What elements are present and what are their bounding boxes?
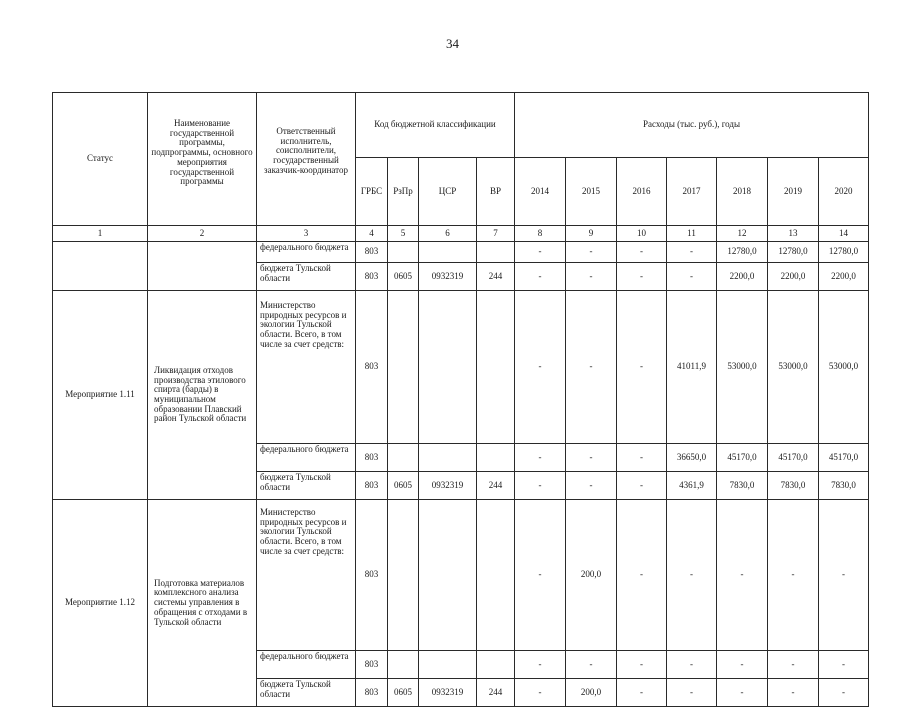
value-cell: 200,0 [566, 679, 617, 707]
header-year: 2019 [768, 158, 819, 226]
grbs-cell: 803 [356, 242, 388, 263]
responsible-cell: федерального бюджета [257, 444, 356, 472]
responsible-cell: бюджета Тульской области [257, 263, 356, 291]
header-status: Статус [53, 93, 148, 226]
value-cell: - [667, 500, 717, 651]
value-cell: - [566, 444, 617, 472]
header-year: 2016 [617, 158, 667, 226]
vr-cell: 244 [477, 263, 515, 291]
csr-cell [419, 444, 477, 472]
value-cell: - [515, 291, 566, 444]
column-number-row [53, 226, 869, 242]
grbs-cell: 803 [356, 444, 388, 472]
status-cell [53, 242, 148, 291]
value-cell: - [515, 500, 566, 651]
column-number: 13 [768, 226, 819, 242]
header-year: 2015 [566, 158, 617, 226]
header-year: 2020 [819, 158, 869, 226]
value-cell: 200,0 [566, 500, 617, 651]
value-cell: 12780,0 [717, 242, 768, 263]
vr-cell [477, 444, 515, 472]
responsible-cell: Министерство природных ресурсов и экологии Тульской области. Всего, в том числе за счет средств: [257, 500, 356, 651]
header-year: 2018 [717, 158, 768, 226]
rzpr-cell [388, 242, 419, 263]
column-number: 14 [819, 226, 869, 242]
header-rzpr: РзПр [388, 158, 419, 226]
grbs-cell: 803 [356, 291, 388, 444]
grbs-cell: 803 [356, 472, 388, 500]
grbs-cell: 803 [356, 500, 388, 651]
vr-cell [477, 651, 515, 679]
value-cell: 45170,0 [768, 444, 819, 472]
rzpr-cell: 0605 [388, 472, 419, 500]
status-cell: Мероприятие 1.12 [53, 500, 148, 707]
header-budget-code: Код бюджетной классификации [356, 93, 515, 158]
table-row [53, 291, 869, 444]
responsible-cell: Министерство природных ресурсов и экологии Тульской области. Всего, в том числе за счет средств: [257, 291, 356, 444]
value-cell: - [617, 263, 667, 291]
header-expenses: Расходы (тыс. руб.), годы [515, 93, 869, 158]
value-cell: - [667, 263, 717, 291]
column-number: 3 [257, 226, 356, 242]
value-cell: - [515, 651, 566, 679]
value-cell: - [768, 679, 819, 707]
vr-cell [477, 500, 515, 651]
value-cell: 45170,0 [717, 444, 768, 472]
column-number: 10 [617, 226, 667, 242]
value-cell: 53000,0 [819, 291, 869, 444]
value-cell: 53000,0 [768, 291, 819, 444]
value-cell: 53000,0 [717, 291, 768, 444]
value-cell: - [515, 444, 566, 472]
value-cell: - [617, 472, 667, 500]
column-number: 6 [419, 226, 477, 242]
column-number: 8 [515, 226, 566, 242]
value-cell: - [819, 679, 869, 707]
vr-cell [477, 242, 515, 263]
csr-cell [419, 651, 477, 679]
value-cell: - [617, 242, 667, 263]
responsible-cell: бюджета Тульской области [257, 472, 356, 500]
page-number: 34 [446, 36, 459, 51]
vr-cell [477, 291, 515, 444]
value-cell: - [617, 444, 667, 472]
value-cell: 4361,9 [667, 472, 717, 500]
responsible-cell: бюджета Тульской области [257, 679, 356, 707]
value-cell: - [515, 679, 566, 707]
value-cell: - [768, 651, 819, 679]
name-cell: Ликвидация отходов производства этилового спирта (барды) в муниципальном образовании Плавский район Тульской области [148, 291, 257, 500]
value-cell: 36650,0 [667, 444, 717, 472]
rzpr-cell [388, 651, 419, 679]
value-cell: - [515, 242, 566, 263]
status-cell: Мероприятие 1.11 [53, 291, 148, 500]
value-cell: - [819, 651, 869, 679]
rzpr-cell [388, 500, 419, 651]
column-number: 4 [356, 226, 388, 242]
header-vr: ВР [477, 158, 515, 226]
column-number: 2 [148, 226, 257, 242]
column-number: 7 [477, 226, 515, 242]
grbs-cell: 803 [356, 679, 388, 707]
value-cell: - [667, 679, 717, 707]
value-cell: 2200,0 [768, 263, 819, 291]
rzpr-cell: 0605 [388, 263, 419, 291]
value-cell: 2200,0 [717, 263, 768, 291]
value-cell: - [515, 472, 566, 500]
header-year: 2014 [515, 158, 566, 226]
value-cell: - [717, 679, 768, 707]
csr-cell: 0932319 [419, 472, 477, 500]
header-name: Наименование государственной программы, подпрограммы, основного мероприятия государственной программы [148, 93, 257, 226]
value-cell: - [566, 651, 617, 679]
table-row [53, 500, 869, 651]
table-row [53, 242, 869, 263]
header-year: 2017 [667, 158, 717, 226]
value-cell: - [617, 291, 667, 444]
vr-cell: 244 [477, 679, 515, 707]
value-cell: 12780,0 [819, 242, 869, 263]
responsible-cell: федерального бюджета [257, 242, 356, 263]
value-cell: - [717, 651, 768, 679]
header-csr: ЦСР [419, 158, 477, 226]
value-cell: - [768, 500, 819, 651]
header-row [53, 93, 869, 158]
rzpr-cell [388, 444, 419, 472]
value-cell: - [617, 651, 667, 679]
value-cell: - [566, 242, 617, 263]
rzpr-cell: 0605 [388, 679, 419, 707]
value-cell: 45170,0 [819, 444, 869, 472]
value-cell: - [617, 500, 667, 651]
csr-cell: 0932319 [419, 679, 477, 707]
value-cell: 12780,0 [768, 242, 819, 263]
value-cell: 2200,0 [819, 263, 869, 291]
responsible-cell: федерального бюджета [257, 651, 356, 679]
grbs-cell: 803 [356, 263, 388, 291]
value-cell: 7830,0 [768, 472, 819, 500]
column-number: 11 [667, 226, 717, 242]
value-cell: 41011,9 [667, 291, 717, 444]
csr-cell: 0932319 [419, 263, 477, 291]
value-cell: - [566, 291, 617, 444]
name-cell [148, 242, 257, 291]
value-cell: - [819, 500, 869, 651]
column-number: 9 [566, 226, 617, 242]
value-cell: - [515, 263, 566, 291]
grbs-cell: 803 [356, 651, 388, 679]
csr-cell [419, 291, 477, 444]
value-cell: - [566, 263, 617, 291]
value-cell: - [617, 679, 667, 707]
value-cell: - [667, 651, 717, 679]
column-number: 12 [717, 226, 768, 242]
value-cell: - [566, 472, 617, 500]
column-number: 1 [53, 226, 148, 242]
budget-table [52, 92, 869, 707]
value-cell: - [717, 500, 768, 651]
header-grbs: ГРБС [356, 158, 388, 226]
column-number: 5 [388, 226, 419, 242]
value-cell: 7830,0 [819, 472, 869, 500]
rzpr-cell [388, 291, 419, 444]
vr-cell: 244 [477, 472, 515, 500]
csr-cell [419, 242, 477, 263]
csr-cell [419, 500, 477, 651]
name-cell: Подготовка материалов комплексного анализа системы управления в обращения с отходами в Тульской области [148, 500, 257, 707]
header-responsible: Ответственный исполнитель, соисполнители, государственный заказчик-координатор [257, 93, 356, 226]
value-cell: - [667, 242, 717, 263]
value-cell: 7830,0 [717, 472, 768, 500]
